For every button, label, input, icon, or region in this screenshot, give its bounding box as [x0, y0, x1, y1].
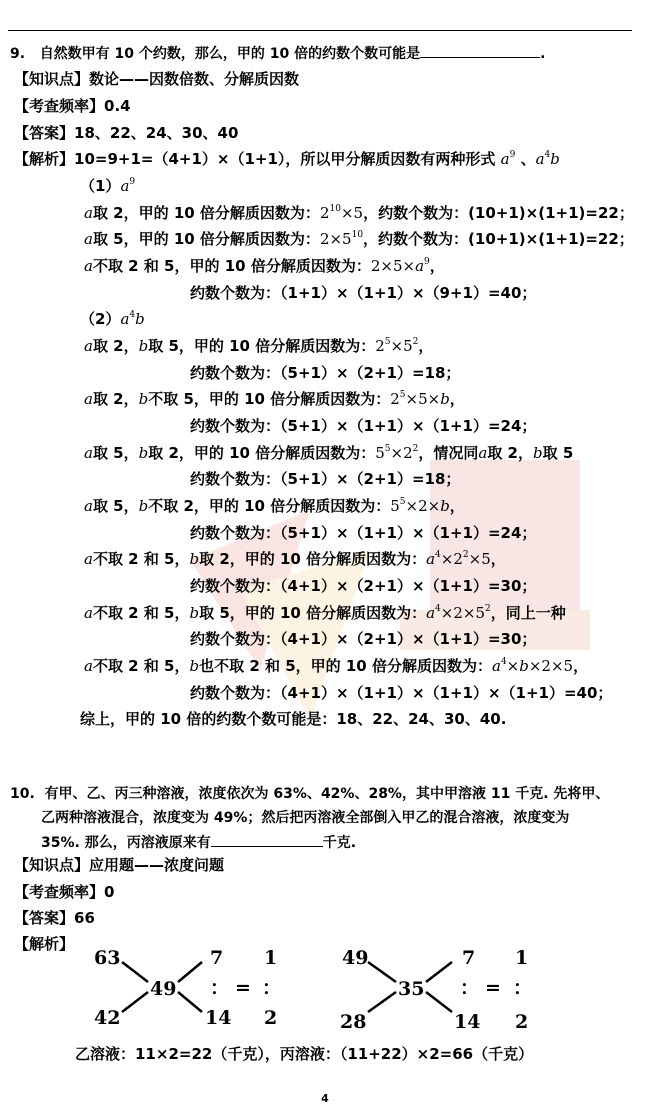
q9-case2d-count: 约数个数为：（5+1）×（1+1）×（1+1）=24；	[190, 524, 537, 542]
cross-line	[368, 992, 396, 1012]
diagram-value: 14	[454, 1011, 481, 1033]
q9-case1-label: $(1)a^9$	[80, 177, 136, 195]
q9-case1-line2: a取 5，甲的 10 倍分解质因数为：$2\times 5^{10}$，约数个数为：(10+1)×(1+1)=22；	[84, 230, 634, 248]
diagram-value: ：	[460, 977, 480, 999]
q9-case2f: a不取 2 和 5，b取 5，甲的 10 倍分解质因数为：$a^4\times 2\times 5^2$，同上一种	[84, 604, 566, 622]
q9-frequency: 【考查频率】0.4	[14, 97, 131, 115]
q10-answer: 【答案】66	[14, 909, 95, 927]
diagram-value: 1	[264, 947, 278, 969]
q9-case2g: a不取 2 和 5，b也不取 2 和 5，甲的 10 倍分解质因数为：$a^4\times b\times 2\times 5$，	[84, 657, 589, 675]
cross-line	[178, 962, 202, 982]
diagram-value: 14	[205, 1007, 232, 1029]
q9-summary: 综上，甲的 10 倍的约数个数可能是：18、22、24、30、40.	[80, 710, 507, 728]
q9-analysis-intro: 【解析】10=9+1=（4+1）×（1+1），所以甲分解质因数有两种形式 $a^9$ 、$a^4b$	[14, 150, 560, 168]
diagram-value: =	[235, 977, 251, 999]
cross-diagram-2	[338, 940, 538, 1035]
q9-case2b: a取 2，b不取 5，甲的 10 倍分解质因数为：$2^5\times 5\times b$，	[84, 390, 465, 408]
top-rule	[8, 30, 632, 31]
q9-case1-count: 约数个数为：（1+1）×（1+1）×（9+1）=40；	[190, 284, 537, 302]
answer-blank	[420, 43, 540, 58]
diagram-value: 7	[210, 947, 224, 969]
q9-answer: 【答案】18、22、24、30、40	[14, 124, 239, 142]
q10-analysis-tag: 【解析】	[14, 935, 75, 953]
diagram-value: 63	[94, 947, 121, 969]
q9-case2b-count: 约数个数为：（5+1）×（1+1）×（1+1）=24；	[190, 417, 537, 435]
diagram-value: 35	[398, 978, 425, 1000]
cross-line	[122, 992, 148, 1012]
diagram-value: ：	[262, 977, 282, 999]
diagram-value: 49	[150, 978, 177, 1000]
q9-case2e: a不取 2 和 5，b取 2，甲的 10 倍分解质因数为：$a^4\times 2^2\times 5$，	[84, 550, 506, 568]
answer-blank	[211, 832, 323, 847]
q9-question: 9. 自然数甲有 10 个约数，那么，甲的 10 倍的约数个数可能是 .	[10, 43, 545, 64]
q10-question-line2: 乙两种溶液混合，浓度变为 49%；然后把丙溶液全部倒入甲乙的混合溶液，浓度变为	[41, 810, 570, 826]
q10-result: 乙溶液：11×2=22（千克），丙溶液：（11+22）×2=66（千克）	[75, 1045, 534, 1063]
q9-case2a-count: 约数个数为：（5+1）×（2+1）=18；	[190, 364, 461, 382]
diagram-value: 49	[342, 947, 369, 969]
cross-line	[426, 992, 452, 1012]
q9-case2-label: $(2)a^4b$	[80, 310, 145, 328]
diagram-value: 2	[264, 1007, 278, 1029]
page-number: 4	[321, 1092, 329, 1105]
q10-frequency: 【考查频率】0	[14, 883, 115, 901]
diagram-value: ：	[513, 977, 533, 999]
diagram-value: =	[485, 977, 501, 999]
q9-case2e-count: 约数个数为：（4+1）×（2+1）×（1+1）=30；	[190, 577, 537, 595]
q9-case2a: a取 2，b取 5，甲的 10 倍分解质因数为：$2^5\times 5^2$，	[84, 337, 434, 355]
q10-knowledge: 【知识点】应用题——浓度问题	[14, 856, 225, 874]
q9-case1-line1: a取 2，甲的 10 倍分解质因数为：$2^{10}\times 5$，约数个数为：(10+1)×(1+1)=22；	[84, 204, 634, 222]
q9-case1-line3: a不取 2 和 5，甲的 10 倍分解质因数为：$2\times 5\times a^9$，	[84, 257, 445, 275]
q9-knowledge: 【知识点】数论——因数倍数、分解质因数	[14, 70, 300, 88]
diagram-value: 28	[340, 1011, 367, 1033]
q9-case2c-count: 约数个数为：（5+1）×（2+1）=18；	[190, 470, 461, 488]
diagram-value: 7	[462, 947, 476, 969]
cross-line	[178, 992, 202, 1012]
q9-case2g-count: 约数个数为：（4+1）×（1+1）×（1+1）×（1+1）=40；	[190, 684, 613, 702]
diagram-value: 42	[94, 1007, 121, 1029]
q9-case2c: a取 5，b取 2，甲的 10 倍分解质因数为：$5^5\times 2^2$，情况同a取 2，b取 5	[84, 444, 574, 462]
diagram-value: 2	[515, 1011, 529, 1033]
cross-line	[426, 962, 452, 982]
q10-question-line3: 35%. 那么，丙溶液原来有 千克.	[41, 832, 356, 853]
q9-case2d: a取 5，b不取 2，甲的 10 倍分解质因数为：$5^5\times 2\times b$，	[84, 497, 465, 515]
cross-line	[122, 962, 148, 982]
q10-question-line1: 10. 有甲、乙、丙三种溶液，浓度依次为 63%、42%、28%，其中甲溶液 11 千克. 先将甲、	[10, 786, 610, 802]
cross-diagram-1	[90, 940, 290, 1035]
cross-line	[368, 962, 396, 982]
q9-case2f-count: 约数个数为：（4+1）×（2+1）×（1+1）=30；	[190, 630, 537, 648]
diagram-value: ：	[210, 977, 230, 999]
diagram-value: 1	[515, 947, 529, 969]
